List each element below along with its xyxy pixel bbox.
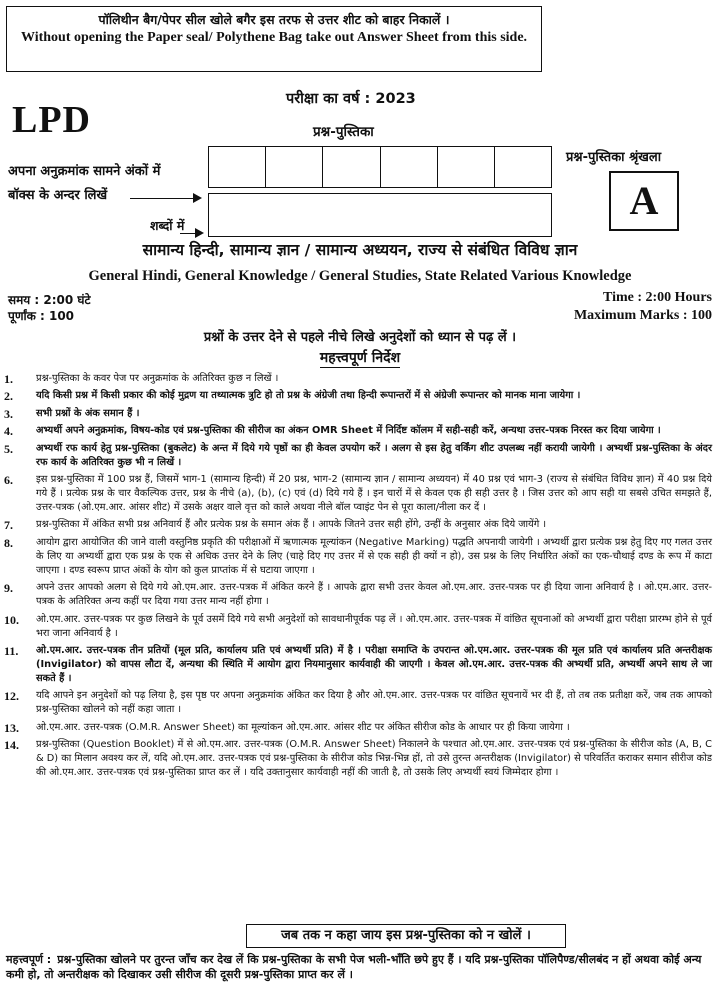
footer-note	[6, 952, 716, 982]
instruction-text: ओ.एम.आर. उत्तर-पत्रक तीन प्रतियों (मूल प्रति, कार्यालय प्रति एवं अभ्यर्थी प्रति) में है । परीक्षा समाप्ति के उपरान्त ओ.एम.आर. उत्तर-पत्रक की मूल प्रति एवं कार्यालय प्रति अन्तरीक्षक (Invigilator) को वापस लौटा दें, अन्यथा की स्थिति में आयोग द्वारा नियमानुसार कार्यवाही की जाएगी । केवल ओ.एम.आर. उत्तर-पत्रक की अभ्यर्थी प्रति, अभ्यर्थी अपने साथ ले जा सकते हैं ।	[36, 644, 712, 684]
subject-title-english: General Hindi, General Knowledge / General Studies, State Related Various Knowledge	[88, 268, 632, 284]
do-not-open-box: जब तक न कहा जाय इस प्रश्न-पुस्तिका को न खोलें ।	[246, 924, 566, 948]
footer-note-text: प्रश्न-पुस्तिका खोलने पर तुरन्त जाँच कर देख लें कि प्रश्न-पुस्तिका के सभी पेज भली-भाँति छपे हुए हैं । यदि प्रश्न-पुस्तिका पॉलिपैण्ड/सीलबंद न हों अथवा कोई अन्य कमी हो, तो अन्तरीक्षक को दिखाकर उसी सीरीज की दूसरी प्रश्न-पुस्तिका प्राप्त कर लें ।	[6, 953, 702, 981]
instruction-text: यदि किसी प्रश्न में किसी प्रकार की कोई मुद्रण या तथ्यात्मक त्रुटि हो तो प्रश्न के अंग्रेजी तथा हिन्दी रूपान्तरों में से अंग्रेजी रूपान्तर को मानक माना जायेगा ।	[36, 390, 581, 402]
roll-number-words-box[interactable]	[208, 193, 552, 237]
instruction-item	[4, 536, 712, 578]
instruction-text: प्रश्न-पुस्तिका में अंकित सभी प्रश्न अनिवार्य हैं और प्रत्येक प्रश्न के समान अंक हैं । आपके जितने उत्तर सही होंगे, उन्हीं के अनुसार अंक दिये जायेंगे ।	[36, 519, 547, 531]
instruction-text: प्रश्न-पुस्तिका के कवर पेज पर अनुक्रमांक के अतिरिक्त कुछ न लिखें ।	[36, 373, 279, 384]
instructions-list	[4, 372, 712, 783]
instruction-item	[4, 442, 712, 470]
roll-digit-box[interactable]	[381, 147, 438, 187]
instruction-number: 12.	[4, 689, 19, 704]
instruction-text: ओ.एम.आर. उत्तर-पत्रक (O.M.R. Answer Sheet) का मूल्यांकन ओ.एम.आर. आंसर शीट पर अंकित सीरीज कोड के आधार पर ही किया जायेगा ।	[36, 721, 570, 733]
instruction-item	[4, 389, 712, 403]
instructions-heading: प्रश्नों के उत्तर देने से पहले नीचे लिखे अनुदेशों को ध्यान से पढ़ लें ।	[203, 330, 517, 345]
subject-title-hindi: सामान्य हिन्दी, सामान्य ज्ञान / सामान्य अध्ययन, राज्य से संबंधित विविध ज्ञान	[142, 241, 578, 259]
instruction-text: आयोग द्वारा आयोजित की जाने वाली वस्तुनिष्ठ प्रकृति की परीक्षाओं में ऋणात्मक मूल्यांकन (Negative Marking) पद्धति अपनायी जायेगी । अभ्यर्थी द्वारा प्रत्येक प्रश्न हेतु दिए गए गलत उत्तर के लिए या अभ्यर्थी द्वारा एक प्रश्न के एक से अधिक उत्तर देने के लिए (चाहे दिए गए उत्तर में से एक सही ही क्यों न हो), उस प्रश्न के लिए निर्धारित अंकों का एक-चौथाई दण्ड के रूप में काटा जाएगा । दण्ड स्वरूप प्राप्त अंकों के योग को कुल प्राप्तांक में से घटाया जाएगा ।	[36, 536, 712, 576]
roll-digit-box[interactable]	[266, 147, 323, 187]
roll-label-line2: बॉक्स के अन्दर लिखें	[8, 188, 108, 203]
instruction-number: 8.	[4, 535, 13, 550]
instruction-number: 3.	[4, 406, 13, 421]
series-badge: A	[609, 171, 679, 231]
instruction-number: 1.	[4, 372, 13, 386]
instruction-number: 2.	[4, 389, 13, 404]
instruction-item	[4, 407, 712, 421]
instruction-item	[4, 721, 712, 735]
roll-digit-box[interactable]	[438, 147, 495, 187]
instruction-text: इस प्रश्न-पुस्तिका में 100 प्रश्न हैं, जिसमें भाग-1 (सामान्य हिन्दी) में 20 प्रश्न, भाग-2 (सामान्य ज्ञान / सामान्य अध्ययन) में 40 प्रश्न एवं भाग-3 (राज्य से संबंधित विविध ज्ञान) में 40 प्रश्न दिये गये हैं । प्रत्येक प्रश्न के चार वैकल्पिक उत्तर, प्रश्न के नीचे (a), (b), (c) एवं (d) दिये गये हैं । इन चारों में से केवल एक ही सही उत्तर है । जिस उत्तर को आप सही या सबसे उचित समझते हैं, उत्तर-पत्रक (ओ.एम.आर. आंसर शीट) में उसके अक्षर वाले वृत्त को काले अथवा नीले बॉल प्वाइंट पेन से पूरा काला/नीला कर दें ।	[36, 473, 712, 513]
instruction-item	[4, 581, 712, 609]
instruction-number: 6.	[4, 472, 13, 487]
instruction-text: ओ.एम.आर. उत्तर-पत्रक पर कुछ लिखने के पूर्व उसमें दिये गये सभी अनुदेशों को सावधानीपूर्वक पढ़ लें । ओ.एम.आर. उत्तर-पत्रक में वांछित सूचनाओं को अभ्यर्थी द्वारा परीक्षा प्रारम्भ होने से पूर्व भरा जाना अनिवार्य है ।	[36, 613, 712, 639]
roll-label-line1: अपना अनुक्रमांक सामने अंकों में	[8, 164, 161, 179]
instruction-text: अभ्यर्थी अपने अनुक्रमांक, विषय-कोड एवं प्रश्न-पुस्तिका की सीरीज का अंकन OMR Sheet में निर्दिष्ट कॉलम में सही-सही करें, अन्यथा उत्तर-पत्रक निरस्त कर दिया जायेगा ।	[36, 425, 661, 437]
instruction-number: 5.	[4, 441, 13, 456]
important-heading	[0, 348, 720, 367]
seal-notice-english: Without opening the Paper seal/ Polythene Bag take out Answer Sheet from this side.	[20, 30, 528, 45]
footer-note-label: महत्त्वपूर्ण :	[6, 953, 52, 966]
instruction-item	[4, 424, 712, 438]
roll-number-digit-boxes[interactable]	[208, 146, 552, 188]
paper-code: LPD	[12, 99, 91, 141]
words-arrow-icon	[180, 233, 202, 234]
important-heading-text: महत्त्वपूर्ण निर्देश	[319, 350, 401, 366]
instruction-item	[4, 372, 712, 386]
instruction-number: 9.	[4, 581, 13, 596]
seal-notice-box	[6, 6, 542, 72]
series-label: प्रश्न-पुस्तिका श्रृंखला	[566, 150, 662, 165]
instruction-item	[4, 518, 712, 532]
instruction-number: 10.	[4, 612, 19, 627]
roll-digit-box[interactable]	[323, 147, 380, 187]
instruction-number: 14.	[4, 738, 19, 753]
roll-words-label: शब्दों में	[150, 218, 185, 233]
booklet-title: प्रश्न-पुस्तिका	[313, 124, 374, 140]
marks-english: Maximum Marks : 100	[573, 308, 712, 323]
instruction-number: 13.	[4, 720, 19, 735]
instruction-text: यदि आपने इन अनुदेशों को पढ़ लिया है, इस पृष्ठ पर अपना अनुक्रमांक अंकित कर दिया है और ओ.एम.आर. उत्तर-पत्रक पर वांछित सूचनायें भर दी हैं, तो तब तक प्रतीक्षा करें, जब तक आपको प्रश्न-पुस्तिका खोलने को नहीं कहा जाता ।	[36, 690, 712, 716]
seal-notice-hindi: पॉलिथीन बैग/पेपर सील खोले बगैर इस तरफ से उत्तर शीट को बाहर निकालें ।	[98, 12, 450, 27]
roll-digit-box[interactable]	[495, 147, 551, 187]
exam-year: परीक्षा का वर्ष : 2023	[286, 91, 416, 107]
instruction-text: प्रश्न-पुस्तिका (Question Booklet) में से ओ.एम.आर. उत्तर-पत्रक (O.M.R. Answer Sheet) निकालने के पश्चात ओ.एम.आर. उत्तर-पत्रक एवं प्रश्न-पुस्तिका के सीरीज कोड (A, B, C & D) का मिलान अवश्य कर लें, यदि ओ.एम.आर. उत्तर-पत्रक एवं प्रश्न-पुस्तिका के सीरीज कोड भिन्न-भिन्न हों, तो उसे तुरन्त अन्तरीक्षक (Invigilator) से परिवर्तित कराकर समान सीरीज कोड की ओ.एम.आर. उत्तर-पत्रक एवं प्रश्न-पुस्तिका प्राप्त कर लें । यदि उक्तानुसार कार्यवाही नहीं की जाती है, तो उसके लिए अभ्यर्थी स्वयं जिम्मेदार होगा ।	[36, 739, 712, 779]
instruction-item	[4, 613, 712, 641]
roll-arrow-icon	[130, 198, 200, 199]
instruction-item	[4, 644, 712, 686]
instruction-text: अपने उत्तर आपको अलग से दिये गये ओ.एम.आर. उत्तर-पत्रक में अंकित करने हैं । आपके द्वारा सभी उत्तर केवल ओ.एम.आर. उत्तर-पत्रक पर ही दिया जाना अनिवार्य है । ओ.एम.आर. उत्तर-पत्रक के अतिरिक्त अन्य कहीं पर दिया गया उत्तर मान्य नहीं होगा ।	[36, 582, 712, 608]
instruction-item	[4, 738, 712, 780]
time-english: Time : 2:00 Hours	[602, 290, 712, 305]
instruction-item	[4, 473, 712, 515]
instruction-text: अभ्यर्थी रफ कार्य हेतु प्रश्न-पुस्तिका (बुकलेट) के अन्त में दिये गये पृष्ठों का ही केवल उपयोग करें । अलग से इस हेतु वर्किंग शीट उपलब्ध नहीं करायी जायेगी । अभ्यर्थी प्रश्न-पुस्तिका के अंदर रफ कार्य के अतिरिक्त कुछ भी न लिखें ।	[36, 442, 712, 468]
instruction-text: सभी प्रश्नों के अंक समान हैं ।	[36, 407, 140, 419]
marks-hindi: पूर्णांक : 100	[8, 309, 75, 323]
instruction-number: 11.	[4, 643, 19, 658]
time-hindi: समय : 2:00 घंटे	[8, 293, 91, 307]
instruction-number: 4.	[4, 424, 13, 439]
instruction-number: 7.	[4, 518, 13, 533]
instruction-item	[4, 689, 712, 717]
roll-digit-box[interactable]	[209, 147, 266, 187]
roll-number-label	[8, 160, 160, 208]
